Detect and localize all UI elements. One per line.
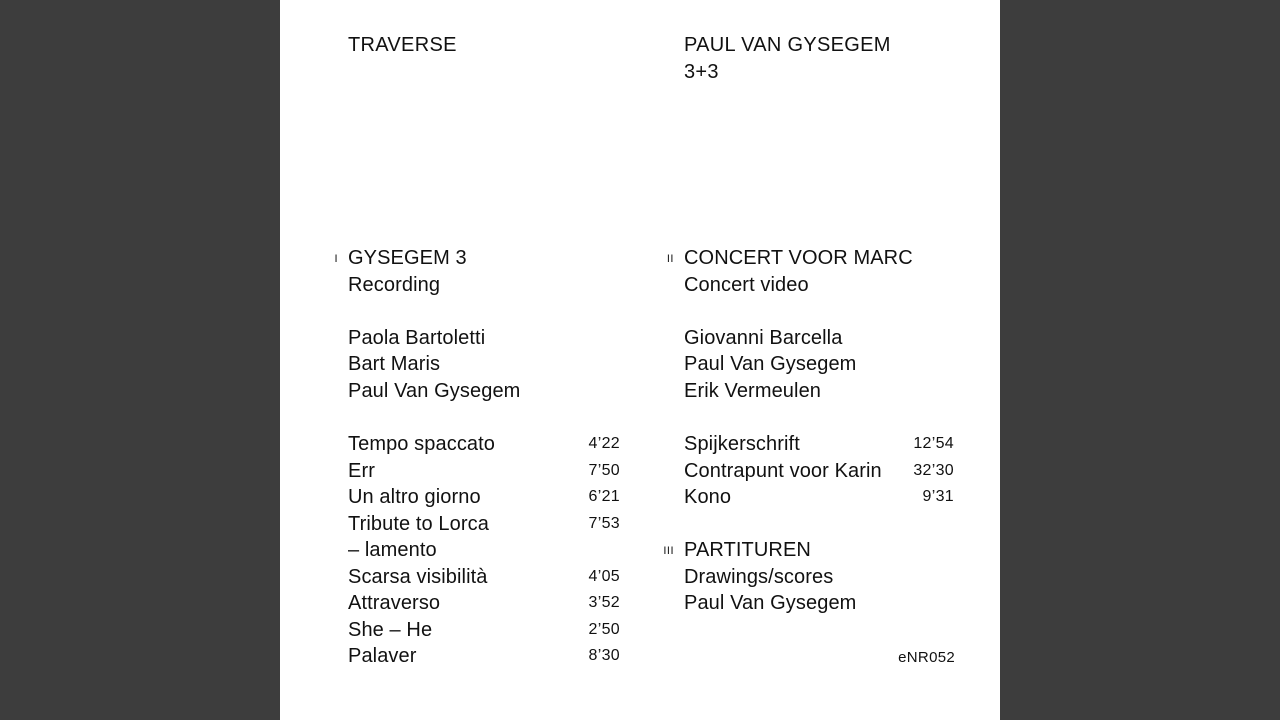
part-1-type: Recording — [348, 273, 441, 296]
part-1-title: GYSEGEM 3 — [348, 247, 467, 269]
track-duration: 2’50 — [588, 620, 620, 638]
track-duration: 4’05 — [588, 567, 620, 585]
track-title: Attraverso — [348, 592, 441, 614]
part-3-type: Drawings/scores — [684, 565, 834, 588]
track-title: Tribute to Lorca — [348, 512, 489, 535]
track-duration: 7’50 — [588, 461, 620, 479]
track-title: She – He — [348, 618, 433, 641]
track-title: Scarsa visibilità — [348, 565, 488, 588]
album-sheet — [280, 0, 1000, 720]
part-1-performer: Paola Bartoletti — [348, 326, 486, 349]
album-title: TRAVERSE — [348, 34, 457, 56]
track-title: Contrapunt voor Karin — [684, 459, 882, 482]
part-2-type: Concert video — [684, 273, 809, 296]
track-duration: 8’30 — [588, 647, 620, 664]
track-title: Tempo spaccato — [348, 433, 496, 455]
track-title-continued: – lamento — [348, 539, 437, 561]
part-3-title: PARTITUREN — [684, 539, 811, 561]
catalog-number: eNR052 — [898, 649, 955, 666]
part-2-numeral: II — [666, 253, 674, 265]
album-subtitle: 3+3 — [684, 60, 719, 83]
track-duration: 4’22 — [588, 435, 620, 452]
part-3-performer: Paul Van Gysegem — [684, 592, 857, 614]
part-2-performer: Erik Vermeulen — [684, 379, 822, 402]
part-3-numeral: III — [663, 545, 674, 557]
part-1-performer: Paul Van Gysegem — [348, 379, 521, 402]
track-duration: 3’52 — [588, 594, 620, 611]
part-1-numeral: I — [334, 253, 338, 265]
track-title: Err — [348, 459, 375, 482]
track-duration: 7’53 — [588, 514, 620, 532]
track-title: Kono — [684, 486, 732, 508]
track-title: Un altro giorno — [348, 486, 481, 508]
track-title: Palaver — [348, 645, 417, 667]
part-2-title: CONCERT VOOR MARC — [684, 247, 913, 269]
part-2-performer: Giovanni Barcella — [684, 326, 843, 349]
track-duration: 32’30 — [913, 461, 954, 479]
part-1-performer: Bart Maris — [348, 353, 441, 375]
artist-name: PAUL VAN GYSEGEM — [684, 34, 891, 56]
part-2-performer: Paul Van Gysegem — [684, 353, 857, 375]
track-duration: 9’31 — [922, 488, 954, 505]
track-duration: 12’54 — [913, 435, 954, 452]
track-duration: 6’21 — [588, 488, 620, 505]
track-title: Spijkerschrift — [684, 433, 800, 455]
